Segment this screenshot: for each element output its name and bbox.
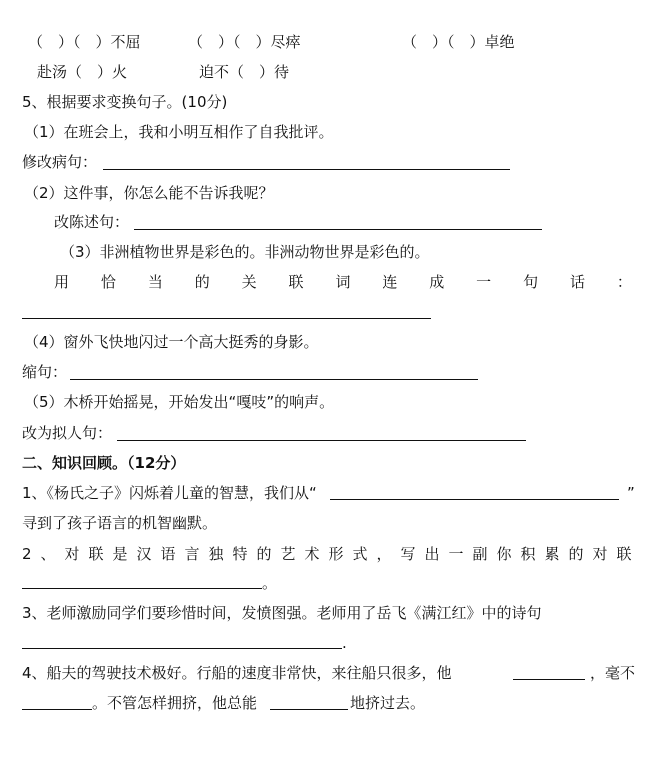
instr-char: 句 bbox=[523, 273, 539, 291]
s2-q2-end: 。 bbox=[262, 574, 278, 592]
instr-char: 话 bbox=[569, 273, 585, 291]
s2-q3-text: 3、老师激励同学们要珍惜时间，发愤图强。老师用了岳飞《满江红》中的诗句 bbox=[22, 604, 542, 622]
answer-line-s2-3[interactable] bbox=[22, 648, 342, 649]
q5-label-5: 改为拟人句： bbox=[22, 424, 113, 442]
q5-instruction-3 bbox=[54, 273, 632, 291]
s2-q4-text: 4、船夫的驾驶技术极好。行船的速度非常快，来往船只很多，他 bbox=[22, 664, 452, 682]
instr-char: 当 bbox=[147, 273, 163, 291]
q5-label-2: 改陈述句： bbox=[54, 213, 130, 231]
instr-char: 词 bbox=[335, 273, 351, 291]
answer-line-4[interactable] bbox=[70, 379, 478, 380]
instr-char: 关 bbox=[241, 273, 257, 291]
section2-heading: 二、知识回顾。（12分） bbox=[22, 454, 186, 472]
instr-char: ： bbox=[616, 273, 632, 291]
s2-q4-text-b: ，毫不 bbox=[590, 664, 636, 682]
answer-line-s2-4b[interactable] bbox=[22, 709, 92, 710]
instr-char: 一 bbox=[476, 273, 492, 291]
q5-label-4: 缩句： bbox=[22, 363, 68, 381]
instr-char: 用 bbox=[54, 273, 70, 291]
s2-q2-text: 2、对联是汉语言独特的艺术形式，写出一副你积累的对联 bbox=[22, 545, 641, 563]
q5-heading: 5、根据要求变换句子。(10分) bbox=[22, 93, 228, 111]
instr-char: 成 bbox=[429, 273, 445, 291]
q5-sentence-2: （2）这件事，你怎么能不告诉我呢？ bbox=[24, 184, 274, 202]
instr-char: 恰 bbox=[100, 273, 116, 291]
s2-q4-text-d: 地挤过去。 bbox=[350, 694, 426, 712]
answer-line-s2-4a[interactable] bbox=[513, 679, 585, 680]
q5-sentence-5: （5）木桥开始摇晃，开始发出“嘎吱”的响声。 bbox=[24, 393, 335, 411]
answer-line-s2-2[interactable] bbox=[22, 588, 262, 589]
s2-q1-quote: ” bbox=[627, 484, 635, 502]
idiom-item-3: （ ）（ ）卓绝 bbox=[402, 33, 515, 51]
answer-line-1[interactable] bbox=[103, 169, 510, 170]
s2-q3-end: . bbox=[342, 634, 347, 652]
idiom-item-1: （ ）（ ）不屈 bbox=[28, 33, 141, 51]
idiom-item-2: （ ）（ ）尽瘁 bbox=[188, 33, 301, 51]
instr-char: 的 bbox=[194, 273, 210, 291]
q5-sentence-4: （4）窗外飞快地闪过一个高大挺秀的身影。 bbox=[24, 333, 319, 351]
instr-char: 联 bbox=[288, 273, 304, 291]
q5-sentence-3: （3）非洲植物世界是彩色的。非洲动物世界是彩色的。 bbox=[60, 243, 430, 261]
s2-q1-cont: 寻到了孩子语言的机智幽默。 bbox=[22, 514, 218, 532]
answer-line-s2-4c[interactable] bbox=[270, 709, 348, 710]
answer-line-5[interactable] bbox=[117, 440, 526, 441]
answer-line-3[interactable] bbox=[22, 318, 431, 319]
q5-sentence-1: （1）在班会上，我和小明互相作了自我批评。 bbox=[24, 123, 334, 141]
q5-label-1: 修改病句： bbox=[22, 153, 98, 171]
answer-line-2[interactable] bbox=[134, 229, 542, 230]
s2-q4-text-c: 。不管怎样拥挤，他总能 bbox=[92, 694, 258, 712]
idiom-item-4: 赴汤（ ）火 bbox=[37, 63, 128, 81]
answer-line-s2-1[interactable] bbox=[330, 499, 619, 500]
s2-q1-text: 1、《杨氏之子》闪烁着儿童的智慧，我们从“ bbox=[22, 484, 317, 502]
idiom-item-5: 迫不（ ）待 bbox=[199, 63, 290, 81]
instr-char: 连 bbox=[382, 273, 398, 291]
